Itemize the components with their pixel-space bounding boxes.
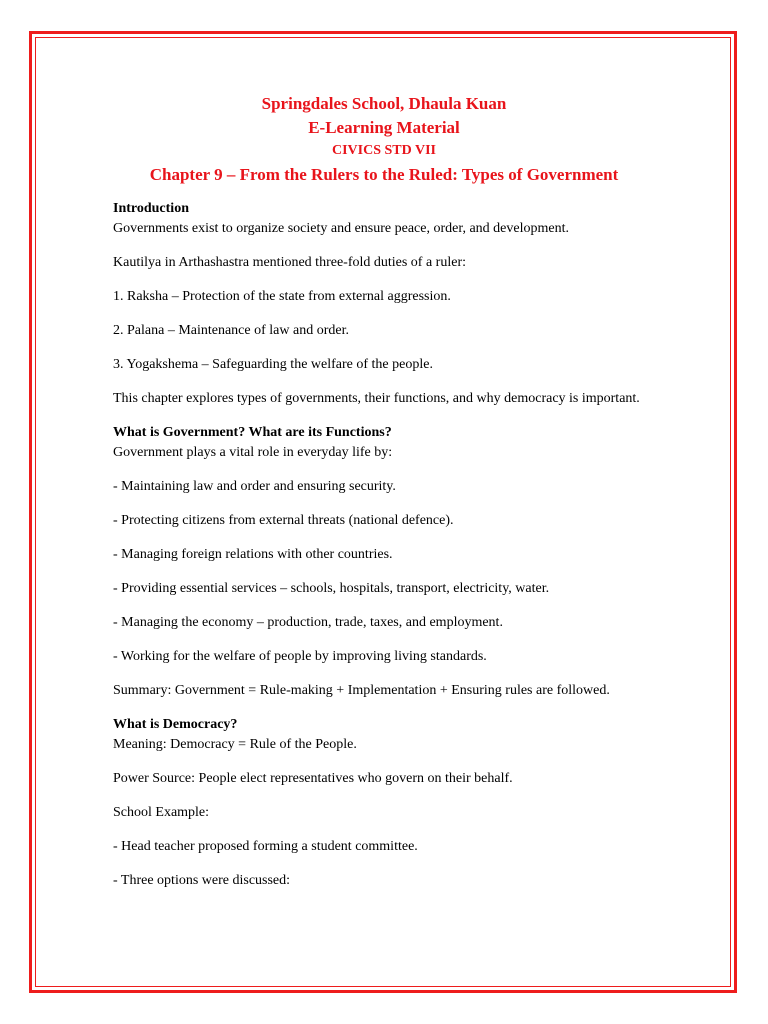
- democracy-meaning: Meaning: Democracy = Rule of the People.: [113, 737, 357, 752]
- function-item-5: - Managing the economy – production, trade, taxes, and employment.: [113, 615, 503, 630]
- duty-item-1: 1. Raksha – Protection of the state from external aggression.: [113, 289, 451, 304]
- government-heading: What is Government? What are its Functions?: [113, 425, 392, 440]
- intro-paragraph-2: Kautilya in Arthashastra mentioned three-fold duties of a ruler:: [113, 255, 467, 270]
- example-item-2: - Three options were discussed:: [113, 873, 291, 888]
- example-item-1: - Head teacher proposed forming a student committee.: [113, 839, 418, 854]
- material-title: E-Learning Material: [308, 118, 460, 137]
- class-label: CIVICS STD VII: [331, 143, 436, 158]
- duty-item-2: 2. Palana – Maintenance of law and order.: [113, 323, 349, 338]
- school-name: Springdales School, Dhaula Kuan: [261, 94, 507, 113]
- chapter-title: Chapter 9 – From the Rulers to the Ruled: Types of Government: [149, 165, 619, 184]
- democracy-heading: What is Democracy?: [113, 717, 238, 732]
- intro-paragraph-3: This chapter explores types of governments, their functions, and why democracy is important.: [113, 391, 640, 406]
- function-item-1: - Maintaining law and order and ensuring security.: [113, 479, 396, 494]
- function-item-3: - Managing foreign relations with other countries.: [113, 547, 393, 562]
- function-item-2: - Protecting citizens from external threats (national defence).: [113, 513, 454, 528]
- duty-item-3: 3. Yogakshema – Safeguarding the welfare of the people.: [113, 357, 433, 372]
- function-item-4: - Providing essential services – schools, hospitals, transport, electricity, water.: [113, 581, 550, 596]
- intro-heading: Introduction: [113, 201, 189, 216]
- democracy-power-source: Power Source: People elect representatives who govern on their behalf.: [113, 771, 513, 786]
- government-intro: Government plays a vital role in everyday life by:: [113, 445, 393, 460]
- document-header: [0, 92, 768, 188]
- intro-paragraph-1: Governments exist to organize society and ensure peace, order, and development.: [113, 221, 569, 236]
- government-summary: Summary: Government = Rule-making + Implementation + Ensuring rules are followed.: [113, 683, 610, 698]
- function-item-6: - Working for the welfare of people by improving living standards.: [113, 649, 487, 664]
- school-example-label: School Example:: [113, 805, 210, 820]
- document-body: [113, 199, 653, 905]
